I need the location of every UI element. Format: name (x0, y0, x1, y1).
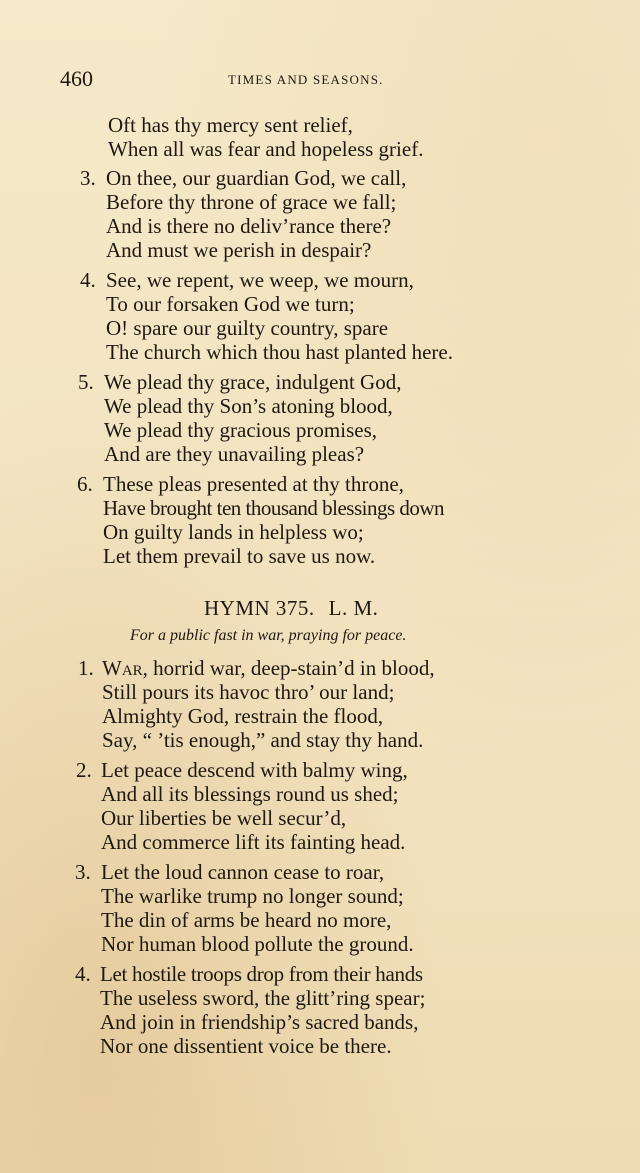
stanza-number: 3. (75, 860, 91, 884)
stanza-number: 4. (75, 962, 91, 986)
page-number: 460 (60, 66, 93, 91)
stanza-number: 3. (80, 166, 96, 190)
verse-line: See, we repent, we weep, we mourn, (106, 268, 414, 292)
running-head: TIMES AND SEASONS. (228, 72, 384, 87)
verse-line: On thee, our guardian God, we call, (106, 166, 407, 190)
verse-line: We plead thy gracious promises, (104, 418, 377, 442)
verse-line: Nor one dissentient voice be there. (100, 1034, 392, 1058)
verse-line: The din of arms be heard no more, (101, 908, 392, 932)
verse-line: Let the loud cannon cease to roar, (101, 860, 385, 884)
verse-line: Nor human blood pollute the ground. (101, 932, 414, 956)
verse-line: Let them prevail to save us now. (103, 544, 376, 568)
first-word: War (102, 656, 143, 680)
stanza-number: 4. (80, 268, 96, 292)
verse-line: Let hostile troops drop from their hands (100, 962, 423, 986)
verse-line: When all was fear and hopeless grief. (108, 137, 424, 161)
first-line-rest: , horrid war, deep-stain’d in blood, (142, 656, 435, 680)
verse-line: These pleas presented at thy throne, (103, 472, 404, 496)
hymn-title (204, 596, 378, 621)
verse-line: The warlike trump no longer sound; (101, 884, 404, 908)
verse-line: Almighty God, restrain the flood, (102, 704, 384, 728)
verse-line: And is there no deliv’rance there? (106, 214, 392, 238)
verse-line: On guilty lands in helpless wo; (103, 520, 364, 544)
verse-line: Let peace descend with balmy wing, (101, 758, 408, 782)
verse-line: Still pours its havoc thro’ our land; (102, 680, 395, 704)
stanza-number: 2. (76, 758, 92, 782)
stanza-number: 5. (78, 370, 94, 394)
verse-line: The church which thou hast planted here. (106, 340, 453, 364)
verse-line: Oft has thy mercy sent relief, (108, 113, 353, 137)
hymn-meter: L. M. (328, 596, 379, 620)
verse-line (102, 656, 435, 680)
stanza-number: 6. (77, 472, 93, 496)
verse-line: We plead thy Son’s atoning blood, (104, 394, 393, 418)
verse-line: Before thy throne of grace we fall; (106, 190, 397, 214)
verse-line: The useless sword, the glitt’ring spear; (100, 986, 426, 1010)
verse-line: Our liberties be well secur’d, (101, 806, 347, 830)
verse-line: And all its blessings round us shed; (101, 782, 399, 806)
verse-line: Say, “ ’tis enough,” and stay thy hand. (102, 728, 424, 752)
verse-line: We plead thy grace, indulgent God, (104, 370, 402, 394)
verse-line: And join in friendship’s sacred bands, (100, 1010, 419, 1034)
verse-line: And commerce lift its fainting head. (101, 830, 406, 854)
page-header (60, 66, 580, 96)
hymn-number: HYMN 375. (204, 596, 315, 620)
stanza-number: 1. (78, 656, 94, 680)
verse-line: And must we perish in despair? (106, 238, 372, 262)
hymn-subtitle: For a public fast in war, praying for peace. (130, 627, 407, 644)
verse-line: O! spare our guilty country, spare (106, 316, 389, 340)
verse-line: Have brought ten thousand blessings down (103, 496, 445, 520)
verse-line: To our forsaken God we turn; (106, 292, 355, 316)
verse-line: And are they unavailing pleas? (104, 442, 365, 466)
